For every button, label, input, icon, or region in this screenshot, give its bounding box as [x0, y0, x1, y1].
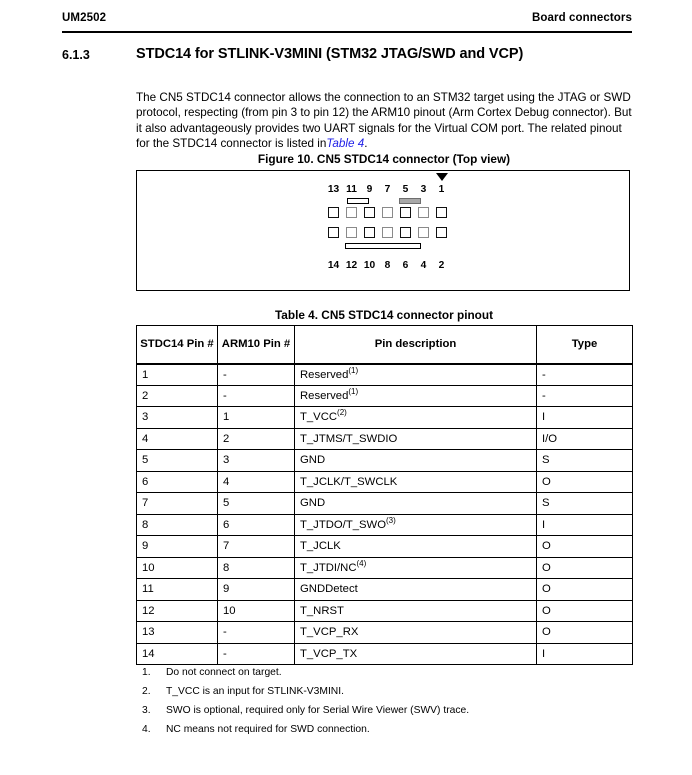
pin-description-text: Reserved: [300, 389, 349, 402]
cell-arm10-pin: 4: [218, 471, 295, 493]
cell-stdc14-pin: 5: [137, 450, 218, 472]
paragraph-text-before-link: The CN5 STDC14 connector allows the connection to an STM32 target using the JTAG or SWD protocol, respecting (from pin 3 to pin 12) the ARM10 pinout (Arm Cortex Debug connector). But it also advantageously provides two UART signals for the Virtual COM port. The related pinout for the STDC14 connector is listed in: [136, 90, 632, 151]
pin-description-text: T_VCP_RX: [300, 626, 359, 639]
pin-label-13: 13: [327, 184, 340, 195]
pin-description-text: T_JCLK/T_SWCLK: [300, 475, 398, 488]
cell-arm10-pin: -: [218, 622, 295, 644]
pin-label-1: 1: [438, 184, 445, 195]
cell-stdc14-pin: 11: [137, 579, 218, 601]
cell-type: O: [537, 579, 633, 601]
cell-type: O: [537, 536, 633, 558]
pin-pad-6: [400, 227, 411, 238]
section-body-text: [136, 90, 636, 152]
pin-row-odd: [326, 207, 456, 220]
pin-row-even: [326, 227, 456, 240]
paragraph-text-after-link: .: [364, 137, 368, 151]
table-row: [137, 364, 633, 386]
pin-pad-2: [436, 227, 447, 238]
pin-pad-3: [418, 207, 429, 218]
cell-type: S: [537, 450, 633, 472]
pin-pad-7: [382, 207, 393, 218]
footnote-number: 3.: [142, 705, 151, 716]
cell-type: O: [537, 600, 633, 622]
even-pin-labels: [326, 260, 456, 272]
cell-arm10-pin: -: [218, 385, 295, 407]
cell-arm10-pin: 9: [218, 579, 295, 601]
figure-caption: Figure 10. CN5 STDC14 connector (Top view): [257, 152, 511, 166]
pin-description-text: Reserved: [300, 368, 349, 381]
pin-description-text: T_NRST: [300, 604, 344, 617]
column-header-stdc14-pin: STDC14 Pin #: [137, 326, 218, 364]
section-title: STDC14 for STLINK-V3MINI (STM32 JTAG/SWD and VCP): [136, 46, 524, 62]
section-number: 6.1.3: [62, 48, 90, 62]
pin-label-9: 9: [366, 184, 373, 195]
connector-latch-bar: [345, 243, 421, 249]
table-row: [137, 579, 633, 601]
cell-stdc14-pin: 7: [137, 493, 218, 515]
cell-type: O: [537, 622, 633, 644]
cell-type: I: [537, 407, 633, 429]
table-row: [137, 643, 633, 665]
header-divider: [62, 31, 632, 33]
footnote-item: [142, 701, 632, 720]
cell-pin-description: [295, 579, 537, 601]
cell-type: -: [537, 364, 633, 386]
cell-arm10-pin: -: [218, 364, 295, 386]
document-id: UM2502: [62, 12, 107, 24]
table-header-row: [137, 326, 633, 364]
column-header-arm10-pin: ARM10 Pin #: [218, 326, 295, 364]
footnote-marker-2: (2): [337, 408, 347, 418]
connector-key-bar-right: [399, 198, 421, 204]
table-caption: Table 4. CN5 STDC14 connector pinout: [274, 308, 494, 322]
footnote-text: SWO is optional, required only for Serial Wire Viewer (SWV) trace.: [166, 705, 470, 716]
table-row: [137, 536, 633, 558]
cell-type: I: [537, 643, 633, 665]
table-row: [137, 385, 633, 407]
cell-pin-description: [295, 385, 537, 407]
cell-stdc14-pin: 3: [137, 407, 218, 429]
pin-pad-1: [436, 207, 447, 218]
cell-type: O: [537, 557, 633, 579]
cell-stdc14-pin: 14: [137, 643, 218, 665]
table-row: [137, 493, 633, 515]
pin-label-10: 10: [363, 260, 376, 271]
pin-pad-14: [328, 227, 339, 238]
figure-10-connector-diagram: [136, 170, 630, 291]
stdc14-pinout-table: [136, 325, 633, 665]
footnote-number: 4.: [142, 724, 151, 735]
cell-stdc14-pin: 2: [137, 385, 218, 407]
pin-description-text: T_JTDO/T_SWO: [300, 518, 386, 531]
cell-pin-description: [295, 643, 537, 665]
pin-description-text: T_JTMS/T_SWDIO: [300, 432, 398, 445]
footnote-item: [142, 663, 632, 682]
cell-pin-description: [295, 536, 537, 558]
pin-description-text: GND: [300, 454, 326, 467]
table-row: [137, 407, 633, 429]
odd-pin-labels: [326, 184, 456, 196]
cell-pin-description: [295, 622, 537, 644]
chapter-title: Board connectors: [531, 12, 632, 24]
footnote-item: [142, 682, 632, 701]
cell-arm10-pin: 7: [218, 536, 295, 558]
cell-pin-description: [295, 450, 537, 472]
pin1-triangle-marker: [436, 173, 448, 181]
cell-type: I: [537, 514, 633, 536]
cell-stdc14-pin: 10: [137, 557, 218, 579]
pin-pad-8: [382, 227, 393, 238]
cell-stdc14-pin: 9: [137, 536, 218, 558]
cell-type: I/O: [537, 428, 633, 450]
table-body: [137, 364, 633, 665]
pin-pad-13: [328, 207, 339, 218]
pin-label-12: 12: [345, 260, 358, 271]
pin-pad-12: [346, 227, 357, 238]
pin-description-text: GND: [300, 497, 326, 510]
table-4-cross-reference-link[interactable]: Table 4: [326, 137, 365, 151]
pin-label-14: 14: [327, 260, 340, 271]
cell-type: S: [537, 493, 633, 515]
pin-description-text: GNDDetect: [300, 583, 358, 596]
pin-pad-4: [418, 227, 429, 238]
footnote-marker-1: (1): [348, 386, 359, 396]
connector-key-bar-left: [347, 198, 369, 204]
cell-arm10-pin: 1: [218, 407, 295, 429]
table-row: [137, 622, 633, 644]
column-header-type: Type: [537, 326, 633, 364]
stdc14-connector-graphic: [326, 173, 456, 289]
pin-pad-5: [400, 207, 411, 218]
cell-stdc14-pin: 1: [137, 364, 218, 386]
cell-stdc14-pin: 12: [137, 600, 218, 622]
cell-arm10-pin: 3: [218, 450, 295, 472]
column-header-pin-description: Pin description: [295, 326, 537, 364]
footnote-number: 1.: [142, 667, 151, 678]
cell-pin-description: [295, 364, 537, 386]
pin-label-8: 8: [384, 260, 391, 271]
table-row: [137, 514, 633, 536]
pin-pad-9: [364, 207, 375, 218]
pin-pad-11: [346, 207, 357, 218]
pin-label-5: 5: [402, 184, 409, 195]
cell-pin-description: [295, 514, 537, 536]
cell-pin-description: [295, 471, 537, 493]
pin-label-6: 6: [402, 260, 409, 271]
cell-pin-description: [295, 428, 537, 450]
cell-pin-description: [295, 600, 537, 622]
cell-pin-description: [295, 557, 537, 579]
table-row: [137, 450, 633, 472]
footnote-text: Do not connect on target.: [166, 667, 282, 678]
pin-label-11: 11: [346, 184, 357, 195]
pin-label-2: 2: [438, 260, 445, 271]
footnote-text: NC means not required for SWD connection.: [166, 724, 370, 735]
cell-arm10-pin: -: [218, 643, 295, 665]
table-footnotes: [142, 663, 632, 739]
pin-label-4: 4: [420, 260, 427, 271]
footnote-text: T_VCC is an input for STLINK-V3MINI.: [166, 686, 344, 697]
footnote-item: [142, 720, 632, 739]
page-header: [62, 12, 632, 24]
pin-label-3: 3: [420, 184, 427, 195]
footnote-marker-1: (1): [348, 365, 359, 375]
cell-type: O: [537, 471, 633, 493]
cell-arm10-pin: 10: [218, 600, 295, 622]
cell-stdc14-pin: 6: [137, 471, 218, 493]
cell-pin-description: [295, 493, 537, 515]
cell-arm10-pin: 2: [218, 428, 295, 450]
table-row: [137, 428, 633, 450]
cell-stdc14-pin: 8: [137, 514, 218, 536]
table-row: [137, 471, 633, 493]
cell-arm10-pin: 5: [218, 493, 295, 515]
table-row: [137, 557, 633, 579]
cell-arm10-pin: 8: [218, 557, 295, 579]
cell-stdc14-pin: 4: [137, 428, 218, 450]
pin-description-text: T_VCC: [300, 411, 338, 424]
footnote-number: 2.: [142, 686, 151, 697]
pin-description-text: T_VCP_TX: [300, 647, 358, 660]
cell-type: -: [537, 385, 633, 407]
pin-description-text: T_JCLK: [300, 540, 341, 553]
footnote-marker-3: (3): [385, 515, 396, 525]
pin-pad-10: [364, 227, 375, 238]
cell-arm10-pin: 6: [218, 514, 295, 536]
footnote-marker-4: (4): [356, 558, 367, 568]
cell-stdc14-pin: 13: [137, 622, 218, 644]
pin-label-7: 7: [384, 184, 391, 195]
pin-description-text: T_JTDI/NC: [300, 561, 357, 574]
cell-pin-description: [295, 407, 537, 429]
table-row: [137, 600, 633, 622]
